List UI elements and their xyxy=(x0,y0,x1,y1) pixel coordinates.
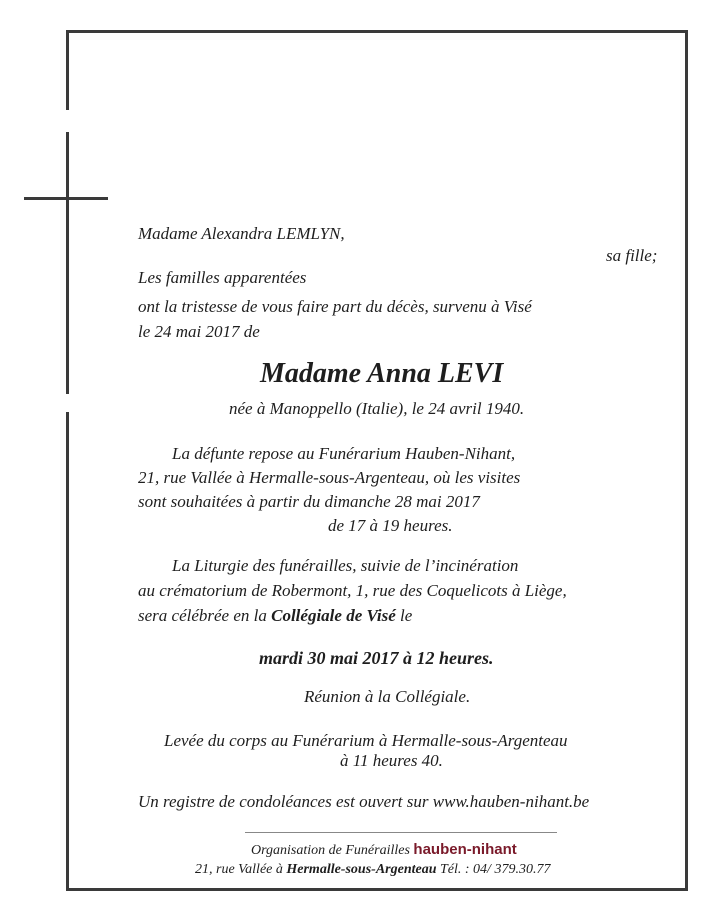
footer-addr-town: Hermalle-sous-Argenteau xyxy=(286,862,437,877)
frame-right xyxy=(685,30,688,891)
visit-line-4: de 17 à 19 heures. xyxy=(328,516,453,535)
church-name: Collégiale de Visé xyxy=(271,606,396,625)
funeral-date: mardi 30 mai 2017 à 12 heures. xyxy=(259,648,494,668)
liturgy-line-3-suffix: le xyxy=(400,606,413,625)
condolence-registry: Un registre de condoléances est ouvert sur www.hauben-nihant.be xyxy=(138,792,590,811)
liturgy-line-2: au crématorium de Robermont, 1, rue des Coquelicots à Liège, xyxy=(138,581,567,600)
levee-line-1: Levée du corps au Funérarium à Hermalle-sous-Argenteau xyxy=(164,731,568,750)
liturgy-line-1: La Liturgie des funérailles, suivie de l’incinération xyxy=(172,556,519,575)
liturgy-line-3-prefix: sera célébrée en la xyxy=(138,606,267,625)
deceased-name: Madame Anna LEVI xyxy=(260,358,504,389)
levee-line-2: à 11 heures 40. xyxy=(340,751,443,770)
cross-horizontal xyxy=(24,197,108,200)
frame-bottom xyxy=(66,888,688,891)
visit-line-1: La défunte repose au Funérarium Hauben-Nihant, xyxy=(172,444,516,463)
footer-org-line xyxy=(251,842,517,859)
cross-vertical xyxy=(66,132,69,394)
footer-phone: Tél. : 04/ 379.30.77 xyxy=(440,862,551,877)
meeting-place: Réunion à la Collégiale. xyxy=(304,687,471,706)
family-line-4: le 24 mai 2017 de xyxy=(138,322,260,341)
visit-line-3: sont souhaitées à partir du dimanche 28 mai 2017 xyxy=(138,492,480,511)
frame-left-lower xyxy=(66,412,69,891)
family-line-3: ont la tristesse de vous faire part du décès, survenu à Visé xyxy=(138,297,532,316)
family-line-2: Les familles apparentées xyxy=(138,268,307,287)
frame-left-upper xyxy=(66,30,69,110)
brand-logo: hauben-nihant xyxy=(413,841,517,858)
footer-addr-prefix: 21, rue Vallée à xyxy=(195,862,283,877)
deceased-birth: née à Manoppello (Italie), le 24 avril 1940. xyxy=(229,399,525,418)
footer-org: Organisation de Funérailles xyxy=(251,843,410,858)
family-line-1: Madame Alexandra LEMLYN, xyxy=(138,224,345,243)
family-relation: sa fille; xyxy=(606,246,658,265)
footer-address-line xyxy=(195,862,550,878)
liturgy-line-3 xyxy=(138,606,412,626)
footer-divider xyxy=(245,832,557,833)
frame-top xyxy=(66,30,688,33)
visit-line-2: 21, rue Vallée à Hermalle-sous-Argenteau, où les visites xyxy=(138,468,521,487)
